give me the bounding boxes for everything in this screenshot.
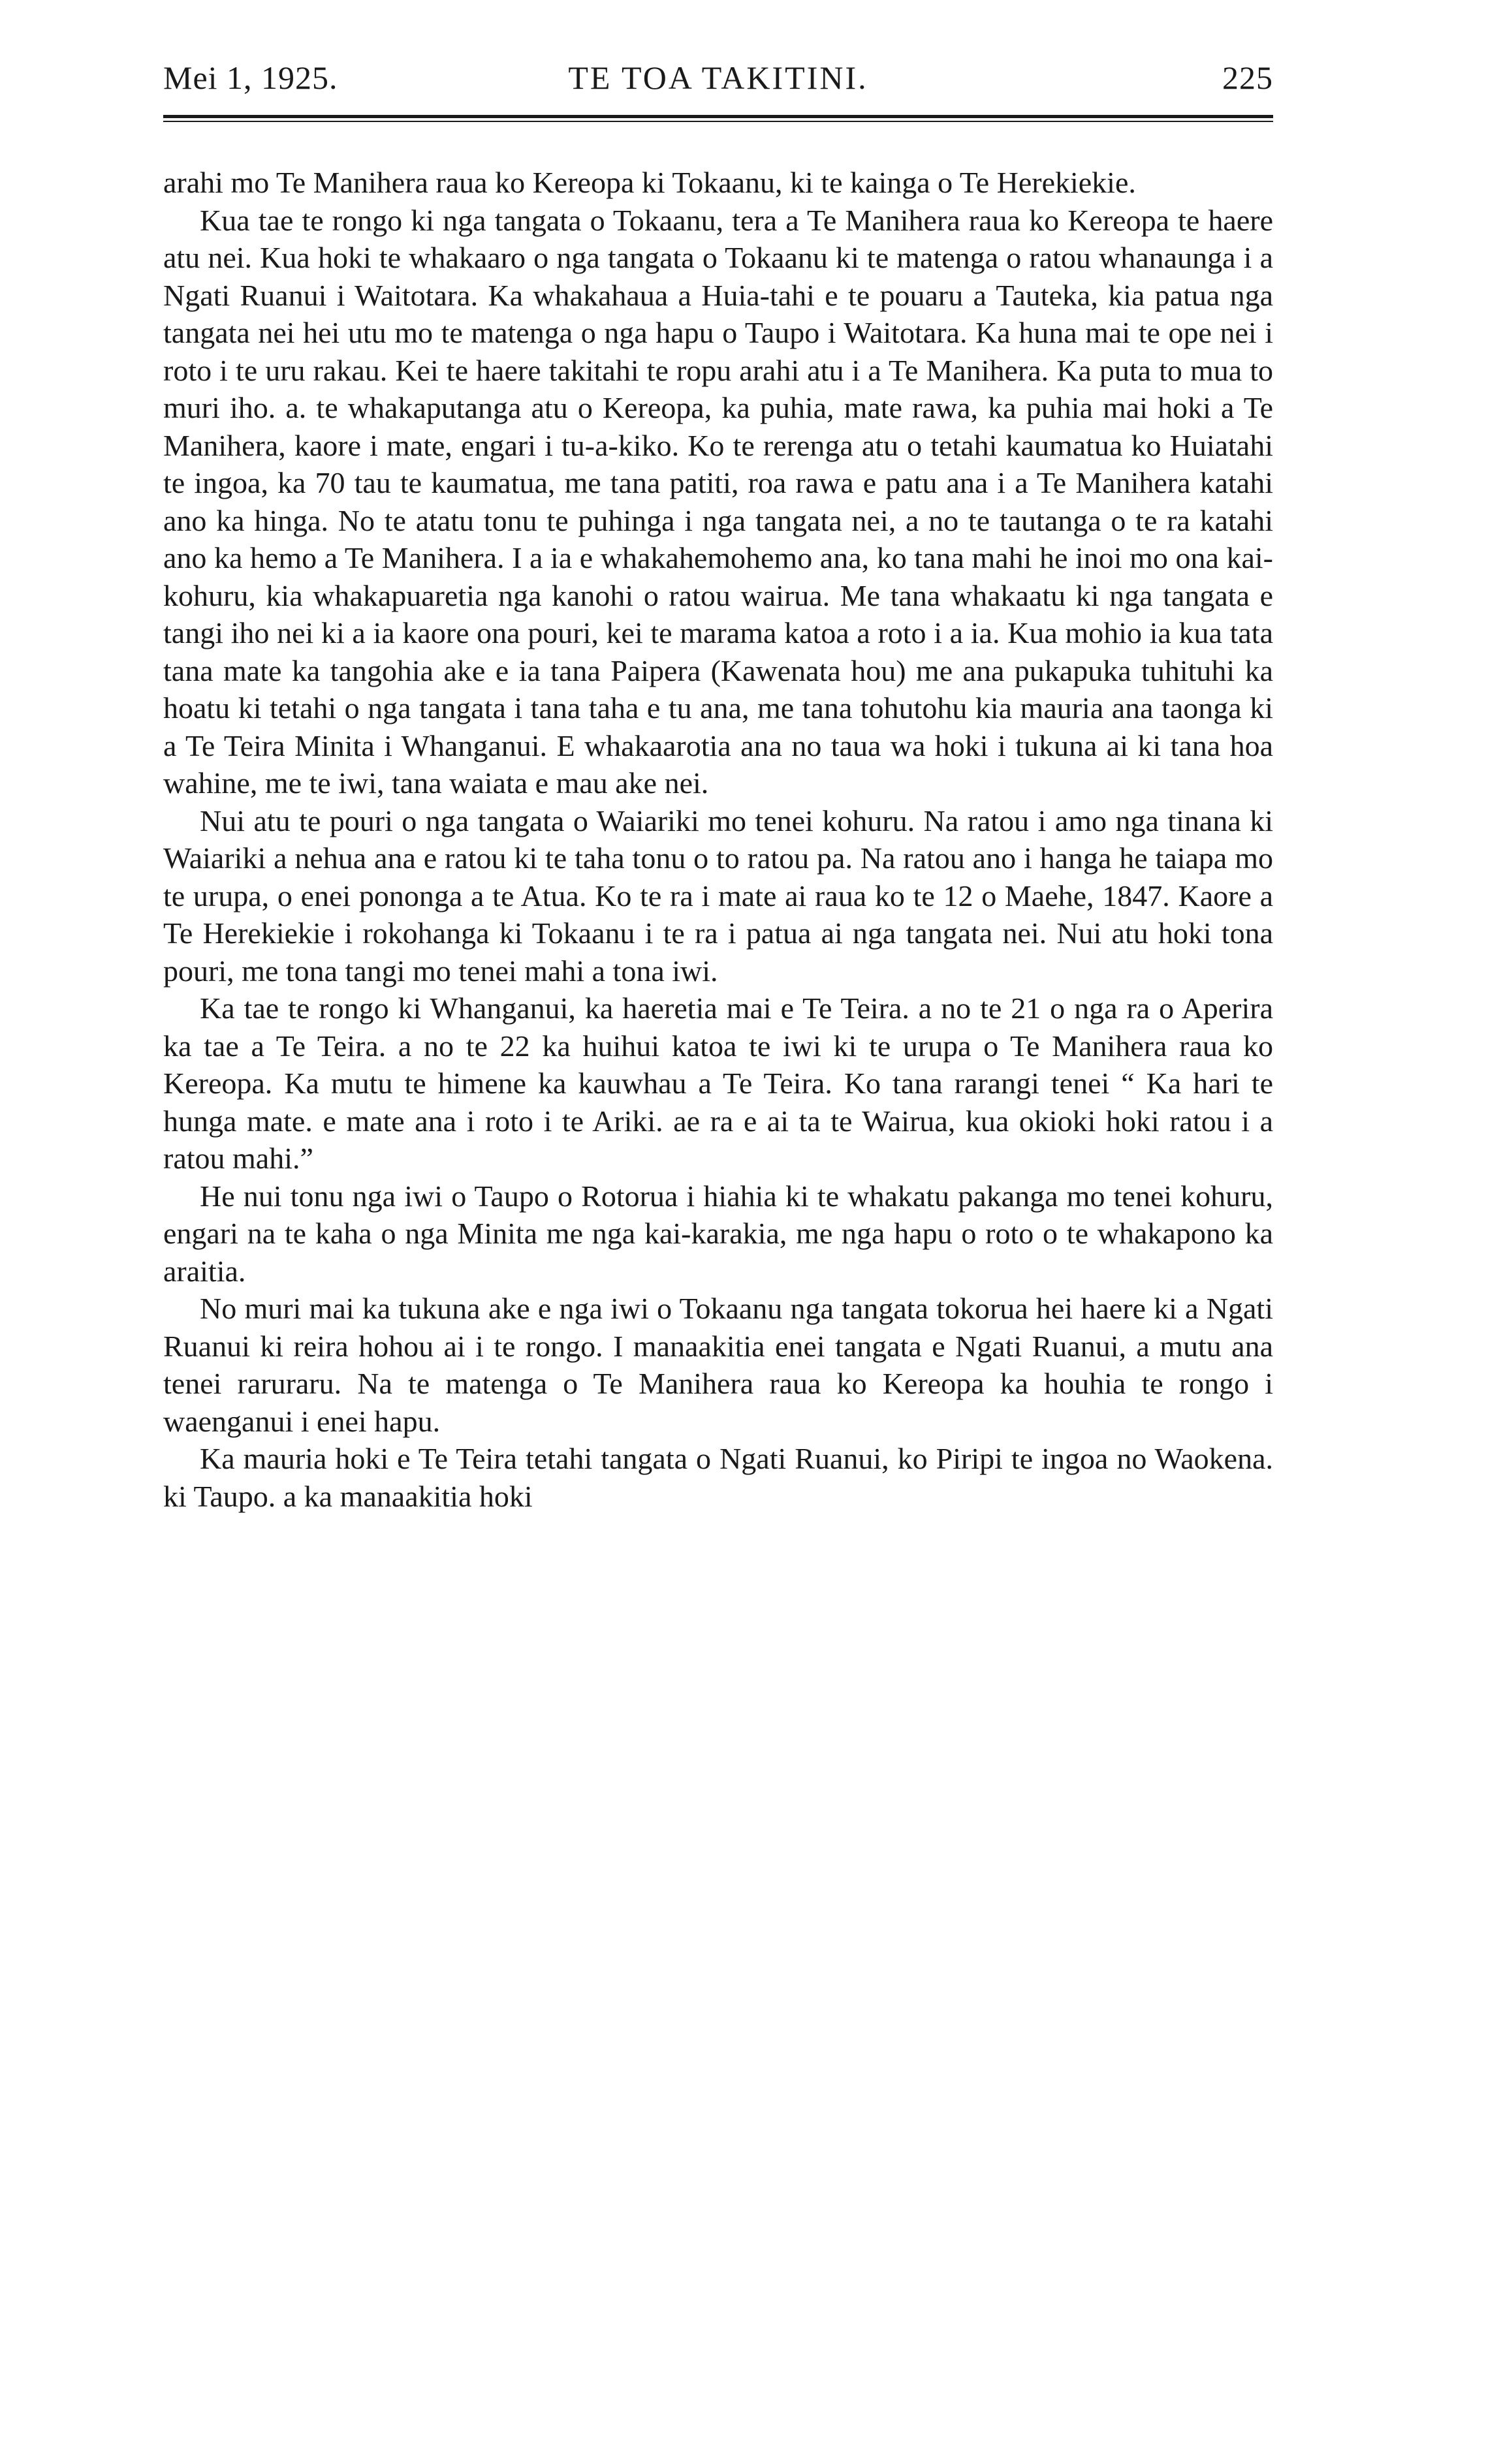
paragraph: No muri mai ka tukuna ake e nga iwi o Tokaanu nga tangata tokorua hei haere ki a Ngati Ruanui ki reira hohou ai i te rongo. I manaakitia enei tangata e Ngati Ruanui, a mutu ana tenei raruraru. Na te matenga o Te Manihera raua ko Kereopa ka houhia te rongo i waenganui i enei hapu.: [163, 1292, 1273, 1438]
publication-title: TE TOA TAKITINI.: [568, 59, 868, 96]
article-body: [163, 164, 1273, 1515]
paragraph: Kua tae te rongo ki nga tangata o Tokaanu, tera a Te Manihera raua ko Kereopa te haere atu nei. Kua hoki te whakaaro o nga tangata o Tokaanu ki te matenga o ratou whanaunga i a Ngati Ruanui i Waitotara. Ka whakahaua a Huia-tahi e te pouaru a Tauteka, kia patua nga tangata nei hei utu mo te matenga o nga hapu o Taupo i Waitotara. Ka huna mai te ope nei i roto i te uru rakau. Kei te haere takitahi te ropu arahi atu i a Te Manihera. Ka puta to mua to muri iho. a. te whakaputanga atu o Kereopa, ka puhia, mate rawa, ka puhia mai hoki a Te Manihera, kaore i mate, engari i tu-a-kiko. Ko te rerenga atu o tetahi kaumatua ko Huiatahi te ingoa, ka 70 tau te kaumatua, me tana patiti, roa rawa e patu ana i a Te Manihera katahi ano ka hinga. No te atatu tonu te puhinga i nga tangata nei, a no te tautanga o te ra katahi ano ka hemo a Te Manihera. I a ia e whakahemohemo ana, ko tana mahi he inoi mo ona kai-kohuru, kia whakapuaretia nga kanohi o ratou wairua. Me tana whakaatu ki nga tangata e tangi iho nei ki a ia kaore ona pouri, kei te marama katoa a roto i a ia. Kua mohio ia kua tata tana mate ka tangohia ake e ia tana Paipera (Kawenata hou) me ana pukapuka tuhituhi ka hoatu ki tetahi o nga tangata i tana taha e tu ana, me tana tohutohu kia mauria ana taonga ki a Te Teira Minita i Whanganui. E whakaarotia ana no taua wa hoki i tukuna ai ki tana hoa wahine, me te iwi, tana waiata e mau ake nei.: [163, 203, 1273, 800]
issue-date: Mei 1, 1925.: [163, 59, 338, 96]
page: [163, 59, 1273, 1515]
paragraph: Ka mauria hoki e Te Teira tetahi tangata o Ngati Ruanui, ko Piripi te ingoa no Waokena. ki Taupo. a ka manaakitia hoki: [163, 1442, 1273, 1513]
paragraph-continuation: arahi mo Te Manihera raua ko Kereopa ki Tokaanu, ki te kainga o Te Herekiekie.: [163, 166, 1136, 199]
page-number: 225: [1222, 59, 1273, 96]
paragraph: He nui tonu nga iwi o Taupo o Rotorua i hiahia ki te whakatu pakanga mo tenei kohuru, engari na te kaha o nga Minita me nga kai-karakia, me nga hapu o roto o te whakapono ka araitia.: [163, 1179, 1273, 1288]
header-rule-thick: [163, 115, 1273, 118]
paragraph: Ka tae te rongo ki Whanganui, ka haeretia mai e Te Teira. a no te 21 o nga ra o Aperira ka tae a Te Teira. a no te 22 ka huihui katoa te iwi ki te urupa o Te Manihera raua ko Kereopa. Ka mutu te himene ka kauwhau a Te Teira. Ko tana rarangi tenei “ Ka hari te hunga mate. e mate ana i roto i te Ariki. ae ra e ai ta te Wairua, kua okioki hoki ratou i a ratou mahi.”: [163, 991, 1273, 1175]
paragraph: Nui atu te pouri o nga tangata o Waiariki mo tenei kohuru. Na ratou i amo nga tinana ki Waiariki a nehua ana e ratou ki te taha tonu o to ratou pa. Na ratou ano i hanga he taiapa mo te urupa, o enei pononga a te Atua. Ko te ra i mate ai raua ko te 12 o Maehe, 1847. Kaore a Te Herekiekie i rokohanga ki Tokaanu i te ra i patua ai nga tangata nei. Nui atu hoki tona pouri, me tona tangi mo tenei mahi a tona iwi.: [163, 803, 1273, 988]
header-rule-thin: [163, 121, 1273, 122]
running-header: [163, 59, 1273, 111]
